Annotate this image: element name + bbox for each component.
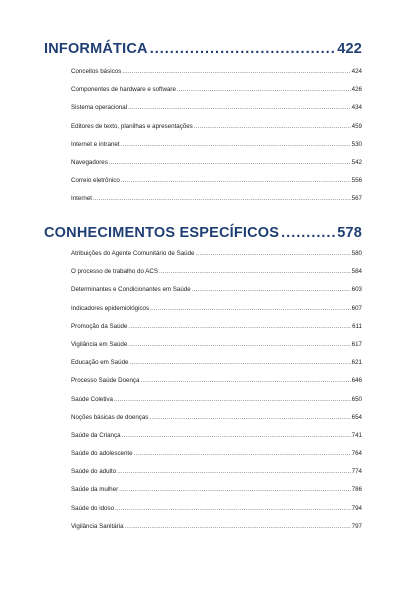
entry-page: 603 [351, 286, 362, 294]
entry-label: Editores de texto, planilhas e apresentações [71, 122, 193, 130]
toc-entry[interactable] [71, 118, 362, 136]
leader-dots [134, 445, 351, 463]
leader-dots [109, 154, 351, 172]
leader-dots [119, 481, 351, 499]
section-page: 422 [337, 41, 362, 57]
section-heading[interactable] [44, 224, 362, 242]
entry-label: Internet e intranet [71, 140, 120, 148]
toc-entry[interactable] [71, 81, 362, 99]
entry-label: Saúde do adolescente [71, 450, 133, 458]
leader-dots [192, 281, 351, 299]
toc-entry[interactable] [71, 281, 362, 299]
entry-label: Componentes de hardware e software [71, 86, 176, 94]
toc-entry[interactable] [71, 427, 362, 445]
entry-page: 611 [352, 322, 362, 330]
entry-label: Saúde Coletiva [71, 395, 113, 403]
entry-page: 459 [351, 122, 362, 130]
leader-dots [121, 172, 351, 190]
entry-label: Educação em Saúde [71, 359, 129, 367]
entry-label: Processo Saúde Doença [71, 377, 140, 385]
entry-label: Indicadores epidemiológicos [71, 304, 150, 312]
entry-label: Navegadores [71, 158, 108, 166]
entry-label: Saúde da mulher [71, 486, 119, 494]
leader-dots [159, 263, 351, 281]
leader-dots [196, 245, 351, 263]
leader-dots [128, 318, 351, 336]
leader-dots [125, 518, 351, 536]
toc-entry[interactable] [71, 372, 362, 390]
leader-dots [140, 372, 350, 390]
entry-label: Noções básicas de doenças [71, 413, 149, 421]
entry-label: Determinantes e Condicionantes em Saúde [71, 286, 191, 294]
toc-entry[interactable] [71, 391, 362, 409]
entry-page: 580 [351, 250, 362, 257]
leader-dots [281, 224, 335, 242]
leader-dots [93, 190, 351, 208]
leader-dots [114, 391, 351, 409]
entry-page: 794 [351, 504, 362, 512]
entry-page: 621 [351, 359, 362, 367]
toc-entry[interactable] [71, 263, 362, 281]
leader-dots [128, 99, 351, 117]
leader-dots [115, 500, 351, 518]
entry-label: Saúde da Criança [71, 431, 121, 439]
leader-dots [122, 427, 351, 445]
entry-page: 542 [351, 158, 362, 166]
leader-dots [117, 463, 351, 481]
section-heading[interactable] [44, 40, 362, 58]
entry-page: 774 [351, 468, 362, 476]
leader-dots [150, 300, 351, 318]
entry-label: Saúde do adulto [71, 468, 117, 476]
entry-label: Vigilância Sanitária [71, 522, 124, 530]
section-page: 578 [337, 225, 362, 241]
leader-dots [150, 40, 336, 58]
toc-entry[interactable] [71, 136, 362, 154]
toc-entry[interactable] [71, 154, 362, 172]
entry-page: 434 [351, 104, 362, 112]
toc-section-informatica [44, 40, 362, 209]
entry-label: Conceitos básicos [71, 68, 122, 75]
leader-dots [177, 81, 351, 99]
toc-entry[interactable] [71, 190, 362, 208]
entry-label: Internet [71, 195, 92, 203]
entry-page: 424 [351, 68, 362, 75]
entry-page: 607 [351, 304, 362, 312]
toc-section-conhecimentos-especificos [44, 224, 362, 536]
leader-dots [122, 63, 350, 81]
entry-page: 584 [351, 268, 362, 276]
entry-label: Correio eletrônico [71, 177, 120, 185]
entry-page: 650 [351, 395, 362, 403]
toc-entry[interactable] [71, 500, 362, 518]
entry-page: 764 [351, 450, 362, 458]
leader-dots [194, 118, 351, 136]
entry-label: O processo de trabalho do ACS [71, 268, 159, 276]
entry-page: 646 [351, 377, 362, 385]
toc-entry[interactable] [71, 63, 362, 81]
entry-page: 617 [351, 340, 362, 348]
entry-page: 556 [351, 177, 362, 185]
toc-entry[interactable] [71, 409, 362, 427]
toc-entry[interactable] [71, 300, 362, 318]
leader-dots [149, 409, 350, 427]
entry-label: Vigilância em Saúde [71, 340, 128, 348]
entry-label: Atribuições do Agente Comunitário de Saúde [71, 250, 195, 257]
entry-page: 786 [351, 486, 362, 494]
entry-page: 567 [351, 195, 362, 203]
entry-label: Promoção da Saúde [71, 322, 128, 330]
section-title: INFORMÁTICA [44, 41, 148, 57]
toc-entry[interactable] [71, 172, 362, 190]
leader-dots [129, 354, 350, 372]
toc-entry[interactable] [71, 481, 362, 499]
toc-entry[interactable] [71, 463, 362, 481]
entry-page: 654 [351, 413, 362, 421]
leader-dots [121, 136, 351, 154]
leader-dots [128, 336, 350, 354]
toc-entry[interactable] [71, 245, 362, 263]
toc-entry[interactable] [71, 336, 362, 354]
toc-entry-list [71, 245, 362, 536]
toc-entry-list [71, 63, 362, 209]
entry-page: 797 [351, 522, 362, 530]
toc-entry[interactable] [71, 318, 362, 336]
entry-page: 741 [351, 431, 362, 439]
toc-entry[interactable] [71, 99, 362, 117]
entry-page: 530 [351, 140, 362, 148]
entry-label: Saúde do idoso [71, 504, 115, 512]
toc-entry[interactable] [71, 354, 362, 372]
toc-entry[interactable] [71, 445, 362, 463]
entry-label: Sistema operacional [71, 104, 128, 112]
section-title: CONHECIMENTOS ESPECÍFICOS [44, 225, 280, 241]
entry-page: 426 [351, 86, 362, 94]
toc-entry[interactable] [71, 518, 362, 536]
